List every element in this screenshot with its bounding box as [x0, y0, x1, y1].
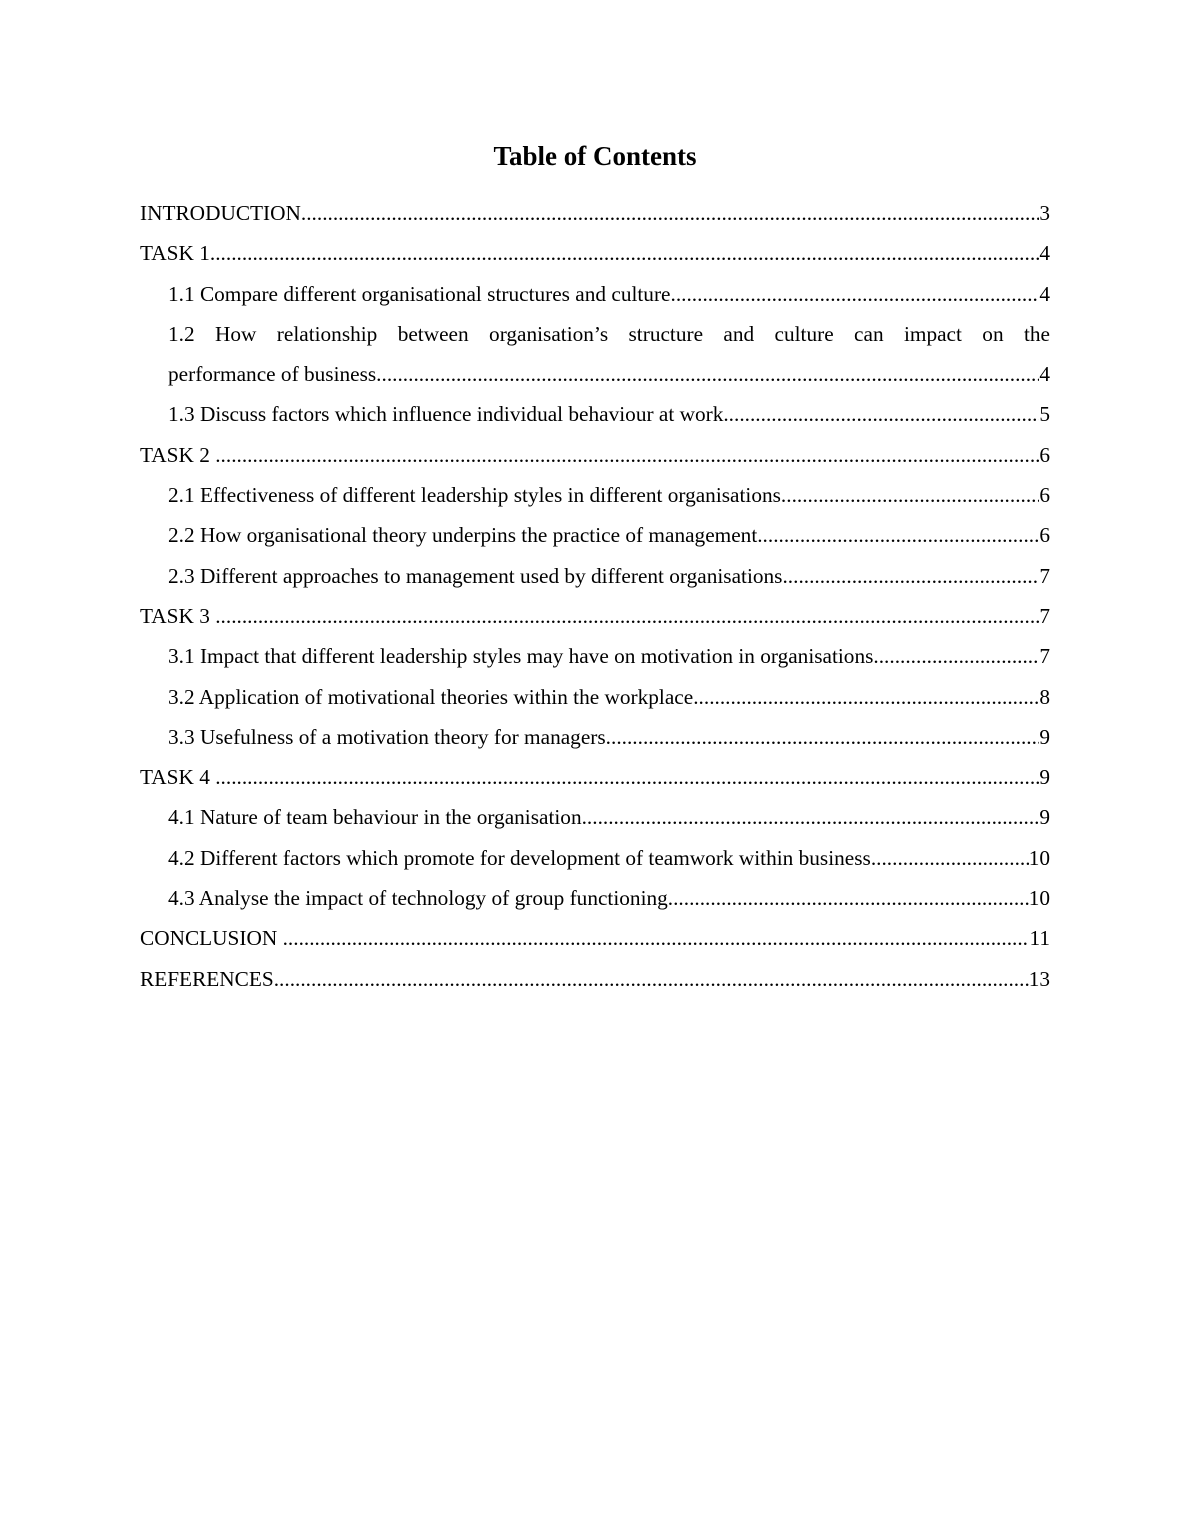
toc-entry-2-3[interactable]: [140, 556, 1050, 596]
toc-leader-dots: [723, 394, 1039, 434]
toc-page-number: 10: [1028, 845, 1050, 870]
toc-entry-3-2[interactable]: [140, 677, 1050, 717]
toc-entry-label: 4.1 Nature of team behaviour in the organisation: [168, 805, 582, 830]
toc-entry-task-2[interactable]: [140, 435, 1050, 475]
toc-entry-2-1[interactable]: [140, 475, 1050, 515]
toc-entry-conclusion[interactable]: [140, 918, 1050, 958]
toc-entry-label: 2.3 Different approaches to management used by different organisations: [168, 563, 783, 588]
toc-entry-task-3[interactable]: [140, 596, 1050, 636]
toc-page-number: 7: [1039, 563, 1050, 588]
toc-leader-dots: [871, 838, 1029, 878]
toc-entry-1-1[interactable]: [140, 274, 1050, 314]
toc-entry-label: INTRODUCTION: [140, 201, 301, 225]
toc-page-number: 3: [1039, 201, 1050, 225]
toc-leader-dots: [757, 515, 1039, 555]
toc-leader-dots: [215, 596, 1039, 636]
toc-page-number: 6: [1039, 523, 1050, 548]
toc-leader-dots: [606, 717, 1040, 757]
toc-leader-dots: [693, 677, 1039, 717]
toc-title: Table of Contents: [493, 141, 697, 171]
toc-leader-dots: [210, 233, 1039, 273]
toc-entry-label: 3.1 Impact that different leadership styles may have on motivation in organisations: [168, 644, 874, 669]
toc-page-number: 11: [1029, 926, 1050, 951]
toc-entry-label: TASK 3: [140, 603, 216, 628]
toc-page-number: 9: [1039, 765, 1050, 790]
toc-leader-dots: [873, 636, 1039, 676]
toc-entry-4-1[interactable]: [140, 797, 1050, 837]
toc-entry-label: TASK 2: [140, 442, 216, 467]
toc-page-number: 7: [1039, 644, 1050, 669]
toc-entry-references[interactable]: [140, 959, 1050, 999]
toc-entry-3-1[interactable]: [140, 636, 1050, 676]
toc-entry-label: 1.1 Compare different organisational structures and culture: [168, 281, 671, 306]
toc-page-number: 9: [1039, 724, 1050, 749]
toc-leader-dots: [582, 797, 1040, 837]
toc-page-number: 9: [1039, 805, 1050, 830]
toc-entry-4-3[interactable]: [140, 878, 1050, 918]
toc-entry-label: TASK 4: [140, 765, 216, 790]
toc-page-number: 7: [1039, 603, 1050, 628]
toc-leader-dots: [215, 435, 1039, 475]
toc-leader-dots: [215, 757, 1039, 797]
toc-leader-dots: [301, 193, 1039, 233]
toc-entry-task-4[interactable]: [140, 757, 1050, 797]
toc-page-number: 4: [1039, 362, 1050, 387]
toc-entry-label: REFERENCES: [140, 966, 274, 991]
toc-entry-1-2[interactable]: [140, 314, 1050, 395]
toc-entry-label: CONCLUSION: [140, 926, 283, 951]
toc-entry-label: TASK 1: [140, 241, 210, 266]
toc-leader-dots: [283, 918, 1030, 958]
toc-entry-label: 4.3 Analyse the impact of technology of group functioning: [168, 886, 668, 911]
toc-entry-label: 3.3 Usefulness of a motivation theory for managers: [168, 724, 606, 749]
toc-leader-dots: [781, 475, 1039, 515]
toc-entry-label-line1: 1.2 How relationship between organisation’s structure and culture can impact on the: [168, 321, 1050, 346]
toc-leader-dots: [376, 354, 1039, 394]
toc-page-number: 4: [1039, 241, 1050, 266]
toc-leader-dots: [274, 959, 1029, 999]
toc-entry-label: 4.2 Different factors which promote for development of teamwork within business: [168, 845, 871, 870]
toc-entry-4-2[interactable]: [140, 838, 1050, 878]
toc-entry-2-2[interactable]: [140, 515, 1050, 555]
toc-page-number: 8: [1039, 684, 1050, 709]
toc-entry-label: 1.3 Discuss factors which influence individual behaviour at work: [168, 402, 724, 427]
toc-leader-dots: [668, 878, 1029, 918]
toc-leader-dots: [671, 274, 1040, 314]
toc-entry-task-1[interactable]: [140, 233, 1050, 273]
toc-page-number: 13: [1028, 966, 1050, 991]
toc-leader-dots: [782, 556, 1039, 596]
toc-entry-label: 2.2 How organisational theory underpins the practice of management: [168, 523, 758, 548]
toc-page-number: 4: [1039, 281, 1050, 306]
toc-entry-3-3[interactable]: [140, 717, 1050, 757]
toc-page-number: 10: [1028, 886, 1050, 911]
toc-entry-introduction[interactable]: [140, 193, 1050, 233]
toc-entry-label-line2: performance of business: [168, 362, 377, 387]
toc-page-number: 6: [1039, 442, 1050, 467]
toc-page-number: 5: [1039, 402, 1050, 427]
toc-entry-1-3[interactable]: [140, 394, 1050, 434]
toc-list: [140, 193, 1050, 999]
toc-page-number: 6: [1039, 483, 1050, 508]
toc-entry-label: 3.2 Application of motivational theories within the workplace: [168, 684, 694, 709]
toc-entry-label: 2.1 Effectiveness of different leadership styles in different organisations: [168, 483, 781, 508]
